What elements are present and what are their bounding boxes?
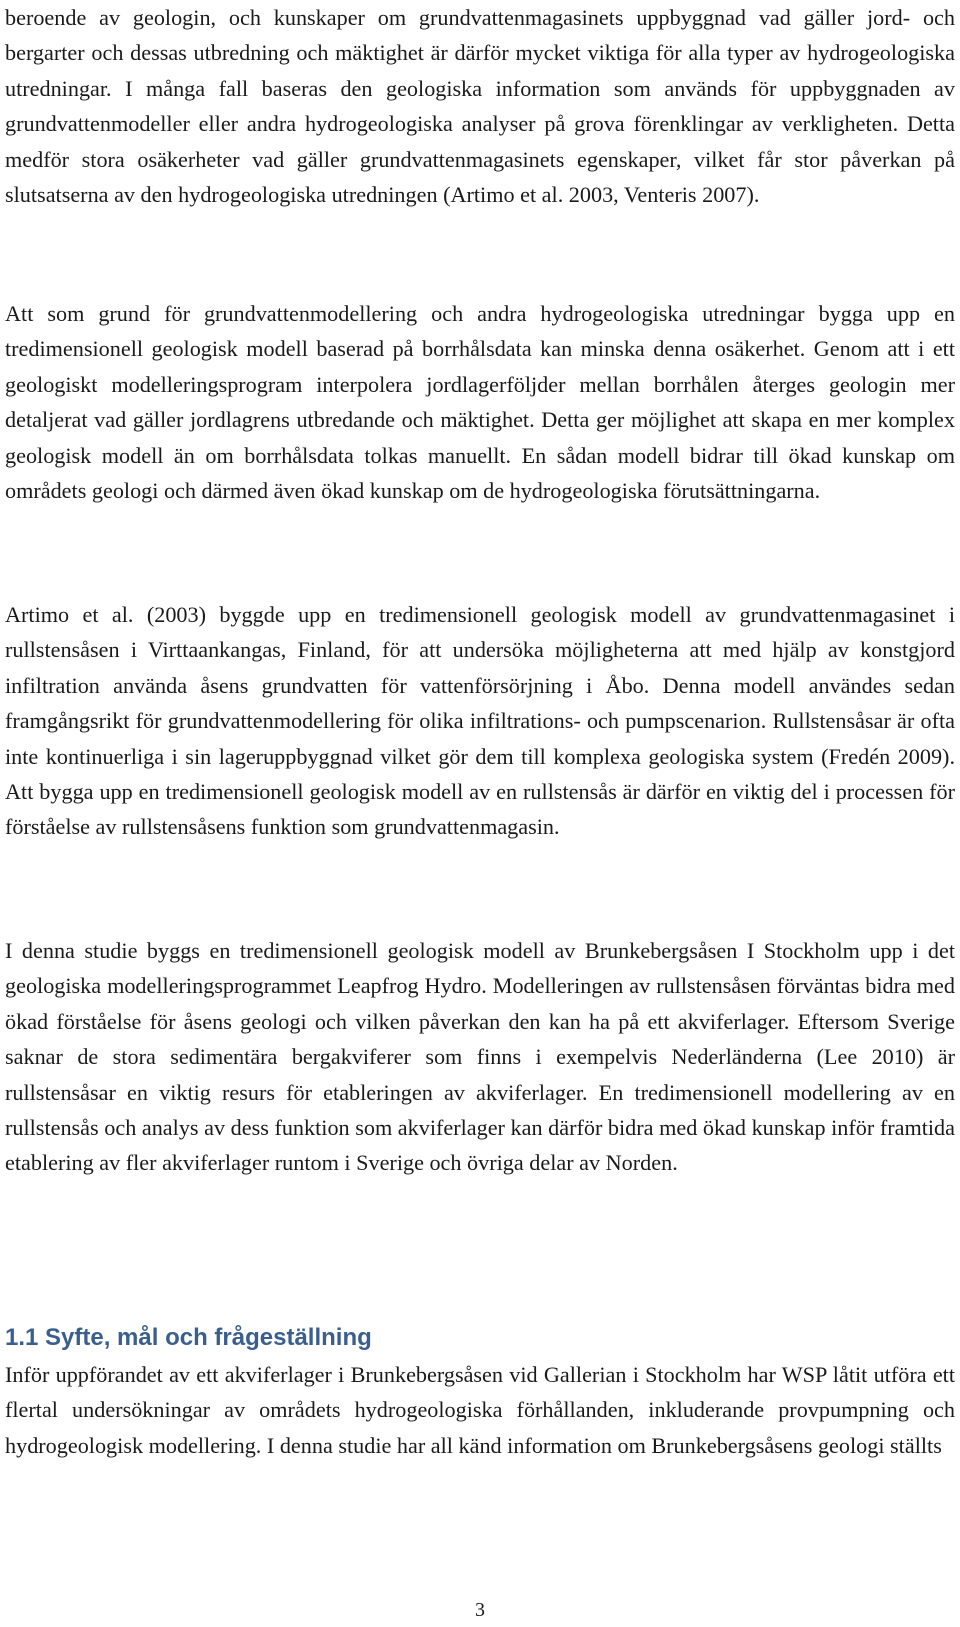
- paragraph-3d-model-benefits: Att som grund för grundvattenmodellering och andra hydrogeologiska utredningar bygga upp en tredimensionell geologisk modell baserad på borrhålsdata kan minska denna osäkerhet. Genom att i ett geologiskt modelleringsprogram interpolera jordlagerföljder mellan borrhålen återges geologin mer detaljerat vad gäller jordlagrens utbredande och mäktighet. Detta ger möjlighet att skapa en mer komplex geologisk modell än om borrhålsdata tolkas manuellt. En sådan modell bidrar till ökad kunskap om områdets geologi och därmed även ökad kunskap om de hydrogeologiska förutsättningarna.: [5, 301, 955, 504]
- paragraph-this-study: I denna studie byggs en tredimensionell geologisk modell av Brunkebergsåsen I Stockholm upp i det geologiska modelleringsprogrammet Leapfrog Hydro. Modelleringen av rullstensåsen förväntas bidra med ökad förståelse för åsens geologi och vilken påverkan den kan ha på ett akviferlager. Eftersom Sverige saknar de stora sedimentära bergakviferer som finns i exempelvis Nederländerna (Lee 2010) är rullstensåsar en viktig resurs för etableringen av akviferlager. En tredimensionell modellering av en rullstensås och analys av dess funktion som akviferlager kan därför bidra med ökad kunskap inför framtida etablering av fler akviferlager runtom i Sverige och övriga delar av Norden.: [5, 938, 955, 1176]
- paragraph-purpose: Inför uppförandet av ett akviferlager i Brunkebergsåsen vid Gallerian i Stockholm har WSP låtit utföra ett flertal undersökningar av områdets hydrogeologiska förhållanden, inkluderande provpumpning och hydrogeologisk modellering. I denna studie har all känd information om Brunkebergsåsens geologi ställts: [5, 1362, 955, 1458]
- document-page: [5, 0, 955, 1627]
- page-number: 3: [475, 1599, 485, 1621]
- paragraph-artimo-study: Artimo et al. (2003) byggde upp en tredimensionell geologisk modell av grundvattenmagasinet i rullstensåsen i Virttaankangas, Finland, för att undersöka möjligheterna att med hjälp av konstgjord infiltration använda åsens grundvatten för vattenförsörjning i Åbo. Denna modell användes sedan framgångsrikt för grundvattenmodellering för olika infiltrations- och pumpscenarion. Rullstensåsar är ofta inte kontinuerliga i sin lageruppbyggnad vilket gör dem till komplexa geologiska system (Fredén 2009). Att bygga upp en tredimensionell geologisk modell av en rullstensås är därför en viktig del i processen för förståelse av rullstensåsens funktion som grundvattenmagasin.: [5, 602, 955, 840]
- paragraph-intro-continued: beroende av geologin, och kunskaper om grundvattenmagasinets uppbyggnad vad gäller jord- och bergarter och dessas utbredning och mäktighet är därför mycket viktiga för alla typer av hydrogeologiska utredningar. I många fall baseras den geologiska information som används för uppbyggnaden av grundvattenmodeller eller andra hydrogeologiska analyser på grova förenklingar av verkligheten. Detta medför stora osäkerheter vad gäller grundvattenmagasinets egenskaper, vilket får stor påverkan på slutsatserna av den hydrogeologiska utredningen (Artimo et al. 2003, Venteris 2007).: [5, 5, 955, 208]
- section-heading: 1.1 Syfte, mål och frågeställning: [5, 1324, 372, 1351]
